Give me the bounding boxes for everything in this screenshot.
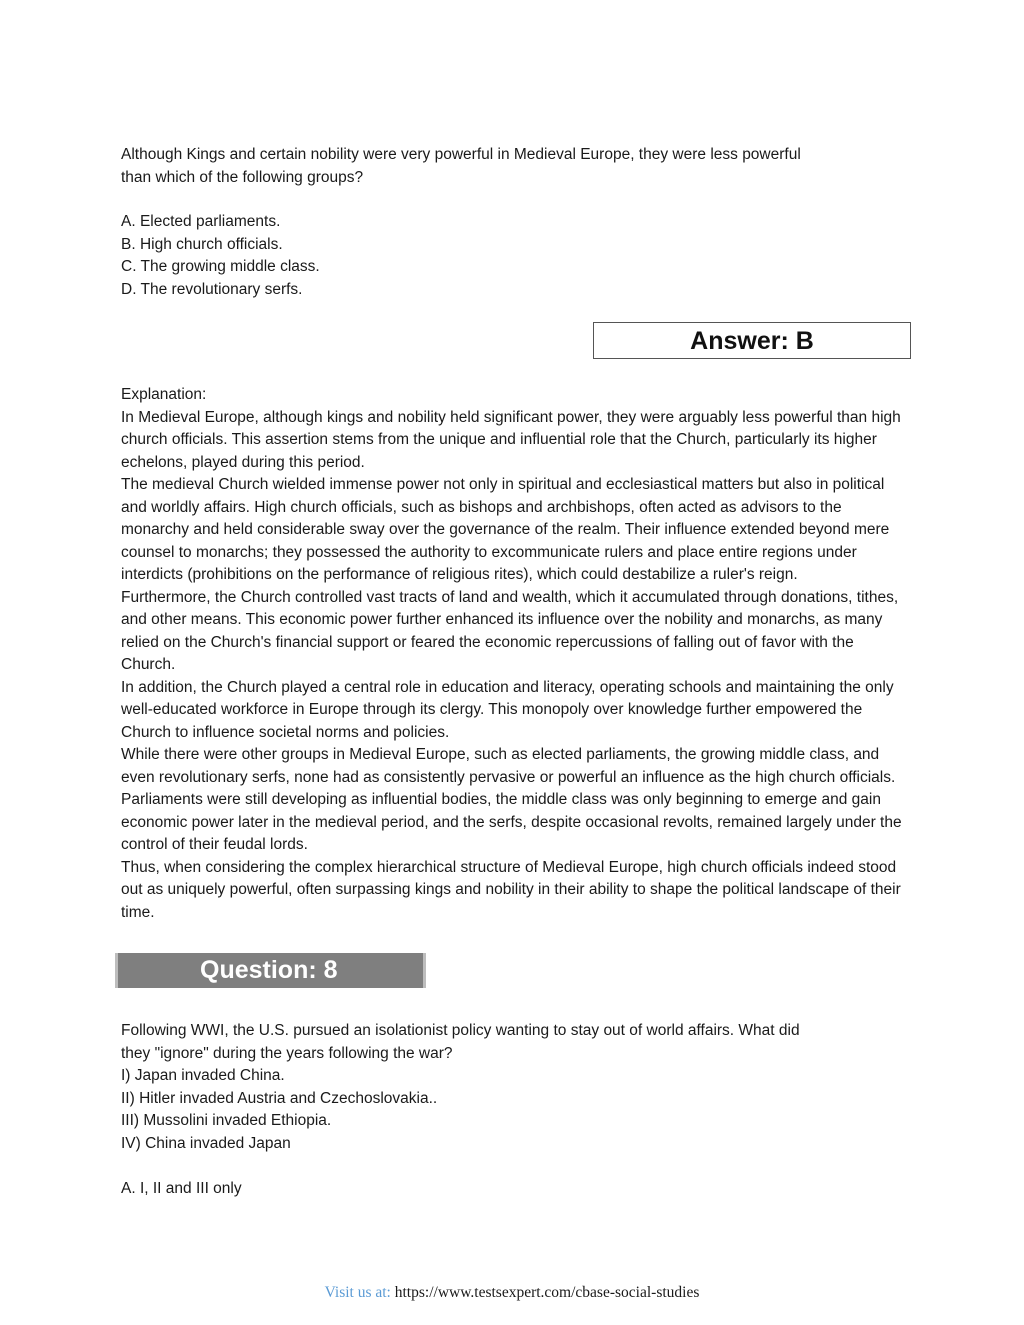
- statement-item: II) Hitler invaded Austria and Czechoslovakia..: [121, 1089, 438, 1107]
- explanation-label: Explanation:: [121, 386, 207, 403]
- option-c: C. The growing middle class.: [121, 258, 320, 275]
- explanation-paragraph: In Medieval Europe, although kings and nobility held significant power, they were arguably less powerful than high church officials. This assertion stems from the unique and influential role that the Church, particularly its higher echelons, played during this period.: [121, 408, 901, 471]
- question-line: they "ignore" during the years following the war?: [121, 1044, 453, 1062]
- question-line: than which of the following groups?: [121, 168, 364, 186]
- question-line: Although Kings and certain nobility were very powerful in Medieval Europe, they were less powerful: [121, 146, 801, 163]
- statement-item: I) Japan invaded China.: [121, 1067, 285, 1084]
- footer: [0, 1284, 1024, 1302]
- footer-url[interactable]: https://www.testsexpert.com/cbase-social-studies: [394, 1284, 700, 1301]
- explanation: [121, 384, 911, 924]
- option-b: B. High church officials.: [121, 235, 283, 253]
- question-line: Following WWI, the U.S. pursued an isolationist policy wanting to stay out of world affairs. What did: [121, 1022, 800, 1039]
- explanation-paragraph: In addition, the Church played a central role in education and literacy, operating schools and maintaining the only well-educated workforce in Europe through its clergy. This monopoly over knowledge further empowered the Church to influence societal norms and policies.: [121, 678, 894, 741]
- option-a: A. Elected parliaments.: [121, 213, 281, 230]
- question-header: Question: 8: [115, 953, 426, 988]
- answer-options: [121, 1178, 911, 1201]
- explanation-paragraph: Furthermore, the Church controlled vast tracts of land and wealth, which it accumulated through donations, tithes, and other means. This economic power further enhanced its influence over the nobility and monarchs, as many relied on the Church's financial support or feared the economic repercussions of falling out of favor with the Church.: [121, 588, 899, 673]
- explanation-paragraph: The medieval Church wielded immense power not only in spiritual and ecclesiastical matters but also in political and worldly affairs. High church officials, such as bishops and archbishops, often acted as advisors to the monarchy and held considerable sway over the governance of the realm. Their influence extended beyond mere counsel to monarchs; they possessed the authority to excommunicate rulers and place entire regions under interdicts (prohibitions on the performance of religious rites), which could destabilize a ruler's reign.: [121, 476, 890, 583]
- explanation-paragraph: Thus, when considering the complex hierarchical structure of Medieval Europe, high church officials indeed stood out as uniquely powerful, often surpassing kings and nobility in their ability to shape the political landscape of their time.: [121, 858, 901, 921]
- explanation-paragraph: While there were other groups in Medieval Europe, such as elected parliaments, the growing middle class, and even revolutionary serfs, none had as consistently pervasive or powerful an influence as the high church officials. Parliaments were still developing as influential bodies, the middle class was only beginning to emerge and gain economic power later in the medieval period, and the serfs, despite occasional revolts, remained largely under the control of their feudal lords.: [121, 746, 902, 853]
- statement-item: IV) China invaded Japan: [121, 1134, 291, 1152]
- question-text: [121, 144, 911, 189]
- statement-list: [121, 1065, 911, 1155]
- statement-item: III) Mussolini invaded Ethiopia.: [121, 1112, 332, 1129]
- footer-label: Visit us at:: [324, 1284, 391, 1301]
- option-d: D. The revolutionary serfs.: [121, 280, 303, 298]
- answer-options: [121, 211, 911, 301]
- option-a: A. I, II and III only: [121, 1180, 242, 1197]
- question-text: [121, 1020, 911, 1065]
- answer-box: Answer: B: [593, 322, 911, 359]
